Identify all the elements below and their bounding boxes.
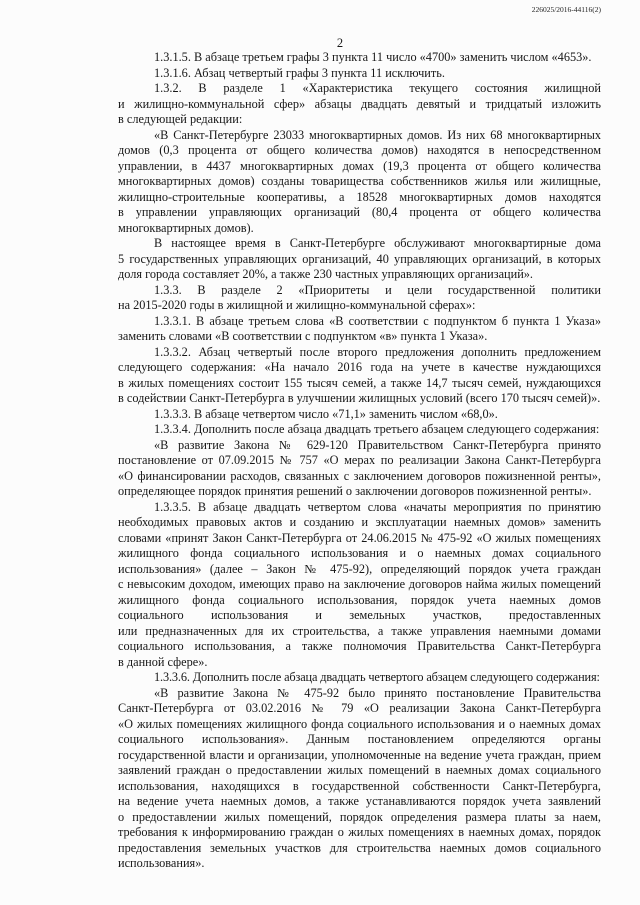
text-line: предоставления земельных участков для строительства наемных домов социального bbox=[118, 840, 601, 855]
text-line: в данной сфере». bbox=[118, 654, 208, 669]
text-line: использования». bbox=[118, 856, 205, 870]
text-line: В настоящее время в Санкт-Петербурге обслуживают многоквартирные дома bbox=[154, 236, 601, 250]
page-number: 2 bbox=[336, 36, 344, 50]
text-line: словами «принят Закон Санкт-Петербурга от 24.06.2015 № 475-92 «О жилых помещениях bbox=[118, 530, 601, 545]
text-line: «В развитие Закона № 475-92 было принято постановление Правительства bbox=[154, 685, 601, 700]
paragraph-1-3-3-6 bbox=[118, 670, 601, 686]
quoted-paragraph-law-475-92 bbox=[118, 686, 601, 872]
text-line: на 2015-2020 годы в жилищной и жилищно-коммунальной сферах»: bbox=[118, 298, 476, 312]
text-line: следующего содержания: «На начало 2016 года на учете в качестве нуждающихся bbox=[118, 360, 601, 374]
text-line: 1.3.3.6. Дополнить после абзаца двадцать четвертого абзацем следующего содержания: bbox=[154, 670, 600, 684]
text-line: в следующей редакции: bbox=[118, 112, 243, 126]
paragraph-1-3-1-5 bbox=[118, 50, 601, 66]
text-line: в управлении управляющих организаций (80,4 процента от общего количества bbox=[118, 205, 601, 219]
text-line: 1.3.1.5. В абзаце третьем графы 3 пункта 11 число «4700» заменить числом «4653». bbox=[154, 50, 592, 64]
paragraph-1-3-3-2 bbox=[118, 345, 601, 407]
text-line: «О финансировании расходов, связанных с заключением договоров пожизненной ренты», bbox=[118, 468, 601, 483]
paragraph-1-3-2 bbox=[118, 81, 601, 128]
text-line: многоквартирных домов). bbox=[118, 220, 254, 235]
text-line: «В Санкт-Петербурге 23033 многоквартирных домов. Из них 68 многоквартирных bbox=[154, 127, 601, 142]
text-line: жилищного фонда социального использования и о наемных домах социального bbox=[118, 546, 601, 560]
quoted-paragraph-apartment-buildings bbox=[118, 128, 601, 237]
text-line: заменить словами «В соответствии с подпунктом «в» пункта 1 Указа». bbox=[118, 329, 488, 343]
text-line: 1.3.3.4. Дополнить после абзаца двадцать третьего абзацем следующего содержания: bbox=[154, 422, 600, 436]
paragraph-1-3-1-6 bbox=[118, 66, 601, 82]
text-line: 1.3.3.1. В абзаце третьем слова «В соответствии с подпунктом б пункта 1 Указа» bbox=[154, 313, 601, 328]
text-line: о предоставлении жилых помещений, порядок определения размера платы за наем, bbox=[118, 809, 601, 824]
paragraph-1-3-3-1 bbox=[118, 314, 601, 345]
document-body bbox=[118, 50, 601, 872]
text-line: требования к информированию граждан о жилых помещениях в наемных домах, порядок bbox=[118, 825, 601, 839]
text-line: многоквартирных домов) созданы товарищества собственников жилья или жилищные, bbox=[118, 174, 601, 188]
text-line: социального использования, а также полномочия Правительства Санкт-Петербурга bbox=[118, 639, 601, 653]
text-line: или предназначенных для их строительства, а также управления наемными домами bbox=[118, 623, 601, 638]
text-line: 5 государственных управляющих организаций, 40 управляющих организаций, в которых bbox=[118, 251, 601, 266]
text-line: жилищного фонда социального использования, порядок учета наемных домов bbox=[118, 592, 601, 607]
quoted-paragraph-management-organizations bbox=[118, 236, 601, 283]
text-line: определяющее порядок принятия решений о заключении договоров пожизненной ренты». bbox=[118, 484, 592, 498]
paragraph-1-3-3-3 bbox=[118, 407, 601, 423]
text-line: домов (0,3 процента от общего количества домов) находятся в непосредственном bbox=[118, 143, 601, 157]
text-line: «О жилых помещениях жилищного фонда социального использования и о наемных домах bbox=[118, 716, 601, 731]
text-line: управлении, в 4437 многоквартирных домах (19,3 процента от общего количества bbox=[118, 158, 601, 173]
text-line: с невысоким доходом, имеющих право на заключение договоров найма жилых помещений bbox=[118, 577, 601, 591]
text-line: использования, находящихся в государственной собственности Санкт-Петербурга, bbox=[118, 778, 601, 793]
text-line: необходимых правовых актов и созданию и эксплуатации наемных домов» заменить bbox=[118, 515, 601, 529]
paragraph-1-3-3-5 bbox=[118, 500, 601, 671]
text-line: жилищно-строительные кооперативы, а 18528 многоквартирных домов находятся bbox=[118, 189, 601, 204]
text-line: в жилых помещениях состоит 155 тысяч семей, а также 14,7 тысяч семей, нуждающихся bbox=[118, 375, 601, 390]
text-line: заявлений граждан о предоставлении жилых помещений в наемных домах социального bbox=[118, 763, 601, 777]
text-line: Санкт-Петербурга от 03.02.2016 № 79 «О реализации Закона Санкт-Петербурга bbox=[118, 701, 601, 715]
text-line: 1.3.2. В разделе 1 «Характеристика текущего состояния жилищной bbox=[154, 81, 601, 95]
text-line: государственной власти и организации, уполномоченные на ведение учета граждан, прием bbox=[118, 747, 601, 762]
paragraph-1-3-3 bbox=[118, 283, 601, 314]
quoted-paragraph-law-629-120 bbox=[118, 438, 601, 500]
text-line: 1.3.1.6. Абзац четвертый графы 3 пункта 11 исключить. bbox=[154, 65, 445, 80]
text-line: использования» (далее – Закон № 475-92), определяющий порядок учета граждан bbox=[118, 561, 601, 576]
text-line: на ведение учета наемных домов, а также устанавливаются порядок учета заявлений bbox=[118, 794, 601, 808]
text-line: 1.3.3.2. Абзац четвертый после второго предложения дополнить предложением bbox=[154, 344, 601, 359]
text-line: социального использования и земельных участков, предоставленных bbox=[118, 608, 601, 622]
text-line: «В развитие Закона № 629-120 Правительством Санкт-Петербурга принято bbox=[154, 437, 601, 452]
paragraph-1-3-3-4 bbox=[118, 422, 601, 438]
text-line: 1.3.3.3. В абзаце четвертом число «71,1» заменить числом «68,0». bbox=[154, 406, 498, 421]
text-line: доля города составляет 20%, а также 230 частных управляющих организаций». bbox=[118, 267, 533, 281]
text-line: социального использования». Данным постановлением определяются органы bbox=[118, 732, 601, 746]
text-line: постановление от 07.09.2015 № 757 «О мерах по реализации Закона Санкт-Петербурга bbox=[118, 453, 601, 467]
text-line: 1.3.3. В разделе 2 «Приоритеты и цели государственной политики bbox=[154, 282, 601, 297]
text-line: в содействии Санкт-Петербурга в улучшении жилищных условий (всего 170 тысяч семей)». bbox=[118, 391, 601, 405]
text-line: 1.3.3.5. В абзаце двадцать четвертом слова «начаты мероприятия по принятию bbox=[154, 499, 601, 514]
document-registration-number: 226025/2016-44116(2) bbox=[531, 5, 601, 14]
text-line: и жилищно-коммунальной сфер» абзацы двадцать девятый и тридцатый изложить bbox=[118, 96, 601, 111]
